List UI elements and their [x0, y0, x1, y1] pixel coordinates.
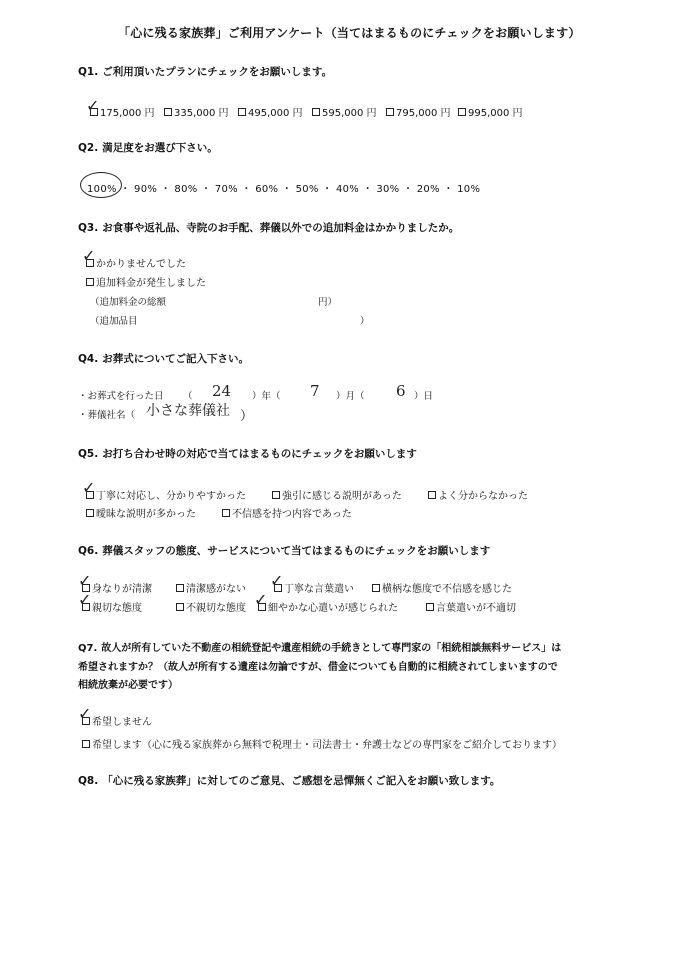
- checkbox-icon[interactable]: [164, 108, 172, 116]
- q1-heading: [78, 64, 332, 79]
- q6-option-unclean[interactable]: 清潔感がない: [176, 580, 246, 595]
- q4-day-value[interactable]: 6: [396, 382, 406, 400]
- q5-option-vague[interactable]: 曖昧な説明が多かった: [86, 505, 196, 520]
- q1-number: Q1.: [78, 66, 99, 78]
- checkbox-icon[interactable]: [426, 603, 434, 611]
- check-mark-icon: ✓: [254, 590, 268, 609]
- q3-option-extra-charge[interactable]: 追加料金が発生しました: [86, 274, 206, 289]
- q5-number: Q5.: [78, 448, 99, 460]
- q3-total-label: （追加料金の総額: [90, 297, 167, 308]
- q8-text: 「心に残る家族葬」に対してのご意見、ご感想を忌憚無くご記入をお願い致します。: [102, 775, 501, 787]
- q7-option-decline[interactable]: 希望しません: [82, 713, 152, 728]
- q4-date-label: ・お葬式を行った日: [78, 391, 164, 402]
- checkbox-icon[interactable]: [222, 509, 230, 517]
- q1-text: ご利用頂いたプランにチェックをお願いします。: [102, 66, 333, 78]
- q8-heading: [78, 773, 500, 788]
- q6-option-attentive[interactable]: 細やかな心遣いが感じられた: [258, 599, 398, 614]
- q4-company-label: ・葬儀社名（: [78, 410, 136, 421]
- q5-heading: [78, 446, 417, 461]
- q1-option-795000[interactable]: 795,000 円: [386, 104, 451, 119]
- checkbox-icon[interactable]: [372, 584, 380, 592]
- check-mark-icon: ✓: [78, 704, 92, 723]
- checkbox-icon[interactable]: [386, 108, 394, 116]
- checkbox-icon[interactable]: [238, 108, 246, 116]
- q4-text: お葬式についてご記入下さい。: [102, 353, 250, 365]
- q1-option-175000[interactable]: 175,000 円: [90, 104, 155, 119]
- q2-satisfaction-scale[interactable]: 100% ・ 90% ・ 80% ・ 70% ・ 60% ・ 50% ・ 40% ・ 30% ・ 20% ・ 10%: [87, 184, 481, 195]
- q5-option-polite[interactable]: 丁寧に対応し、分かりやすかった: [86, 487, 246, 502]
- q4-paren-open: （: [183, 391, 193, 402]
- q5-option-unclear[interactable]: よく分からなかった: [428, 487, 528, 502]
- q4-heading: [78, 351, 249, 366]
- q5-option-distrust[interactable]: 不信感を持つ内容であった: [222, 505, 352, 520]
- checkbox-icon[interactable]: [428, 491, 436, 499]
- q7-text-line1: 故人が所有していた不動産の相続登記や遺産相続の手続きとして専門家の「相続相談無料サービス」は: [101, 643, 562, 654]
- q4-company-value[interactable]: 小さな葬儀社: [146, 403, 230, 419]
- q4-day-unit: ）日: [414, 391, 434, 402]
- check-mark-icon: ✓: [86, 96, 100, 115]
- checkbox-icon[interactable]: [86, 278, 94, 286]
- check-mark-icon: ✓: [78, 571, 92, 590]
- survey-title: 「心に残る家族葬」ご利用アンケート（当てはまるものにチェックをお願いします）: [118, 26, 581, 40]
- q1-option-335000[interactable]: 335,000 円: [164, 104, 229, 119]
- q6-option-neat[interactable]: 身なりが清潔: [82, 580, 152, 595]
- q6-option-arrogant[interactable]: 横柄な態度で不信感を感じた: [372, 580, 512, 595]
- q1-option-995000[interactable]: 995,000 円: [458, 104, 523, 119]
- q5-option-pushy[interactable]: 強引に感じる説明があった: [272, 487, 402, 502]
- q7-text-line3: 相続放棄が必要です）: [78, 680, 178, 691]
- checkbox-icon[interactable]: [176, 603, 184, 611]
- q3-items-label: （追加品目: [90, 316, 138, 327]
- q6-heading: [78, 543, 490, 558]
- q3-items-close: ）: [360, 316, 370, 327]
- q4-company-close: ）: [240, 409, 254, 424]
- q6-option-rude-speech[interactable]: 言葉遣いが不適切: [426, 599, 516, 614]
- q7-text-line2: 希望されますか？（故人が所有する遺産は勿論ですが、借金についても自動的に相続されてしまいますので: [78, 662, 558, 673]
- check-mark-icon: ✓: [78, 590, 92, 609]
- q7-option-request[interactable]: 希望します（心に残る家族葬から無料で税理士・司法書士・弁護士などの専門家をご紹介しております）: [82, 736, 562, 751]
- checkbox-icon[interactable]: [86, 509, 94, 517]
- q6-option-kind[interactable]: 親切な態度: [82, 599, 142, 614]
- q3-total-unit: 円）: [318, 297, 338, 308]
- q3-heading: [78, 220, 459, 235]
- q4-year-value[interactable]: 24: [212, 382, 232, 400]
- q6-option-polite-speech[interactable]: 丁寧な言葉遣い: [274, 580, 354, 595]
- checkbox-icon[interactable]: [312, 108, 320, 116]
- checkbox-icon[interactable]: [458, 108, 466, 116]
- check-mark-icon: ✓: [82, 246, 96, 265]
- check-mark-icon: ✓: [270, 571, 284, 590]
- q1-option-495000[interactable]: 495,000 円: [238, 104, 303, 119]
- q7-number: Q7.: [78, 643, 98, 654]
- checkbox-icon[interactable]: [272, 491, 280, 499]
- q3-option-no-charge[interactable]: かかりませんでした: [86, 255, 186, 270]
- q3-number: Q3.: [78, 222, 99, 234]
- q6-option-unkind[interactable]: 不親切な態度: [176, 599, 246, 614]
- q6-text: 葬儀スタッフの態度、サービスについて当てはまるものにチェックをお願いします: [102, 545, 491, 557]
- q2-number: Q2.: [78, 142, 99, 154]
- q2-text: 満足度をお選び下さい。: [102, 142, 218, 154]
- q4-number: Q4.: [78, 353, 99, 365]
- q6-number: Q6.: [78, 545, 99, 557]
- q8-number: Q8.: [78, 775, 99, 787]
- q4-month-unit: ）月（: [336, 391, 365, 402]
- q4-month-value[interactable]: 7: [310, 382, 320, 400]
- q5-text: お打ち合わせ時の対応で当てはまるものにチェックをお願いします: [102, 448, 417, 460]
- checkbox-icon[interactable]: [82, 740, 90, 748]
- q3-text: お食事や返礼品、寺院のお手配、葬儀以外での追加料金はかかりましたか。: [102, 222, 460, 234]
- check-mark-icon: ✓: [82, 478, 96, 497]
- q7-heading-line1: [78, 639, 561, 654]
- checkbox-icon[interactable]: [176, 584, 184, 592]
- q1-option-595000[interactable]: 595,000 円: [312, 104, 377, 119]
- q4-year-unit: ）年（: [252, 391, 281, 402]
- q2-heading: [78, 140, 218, 155]
